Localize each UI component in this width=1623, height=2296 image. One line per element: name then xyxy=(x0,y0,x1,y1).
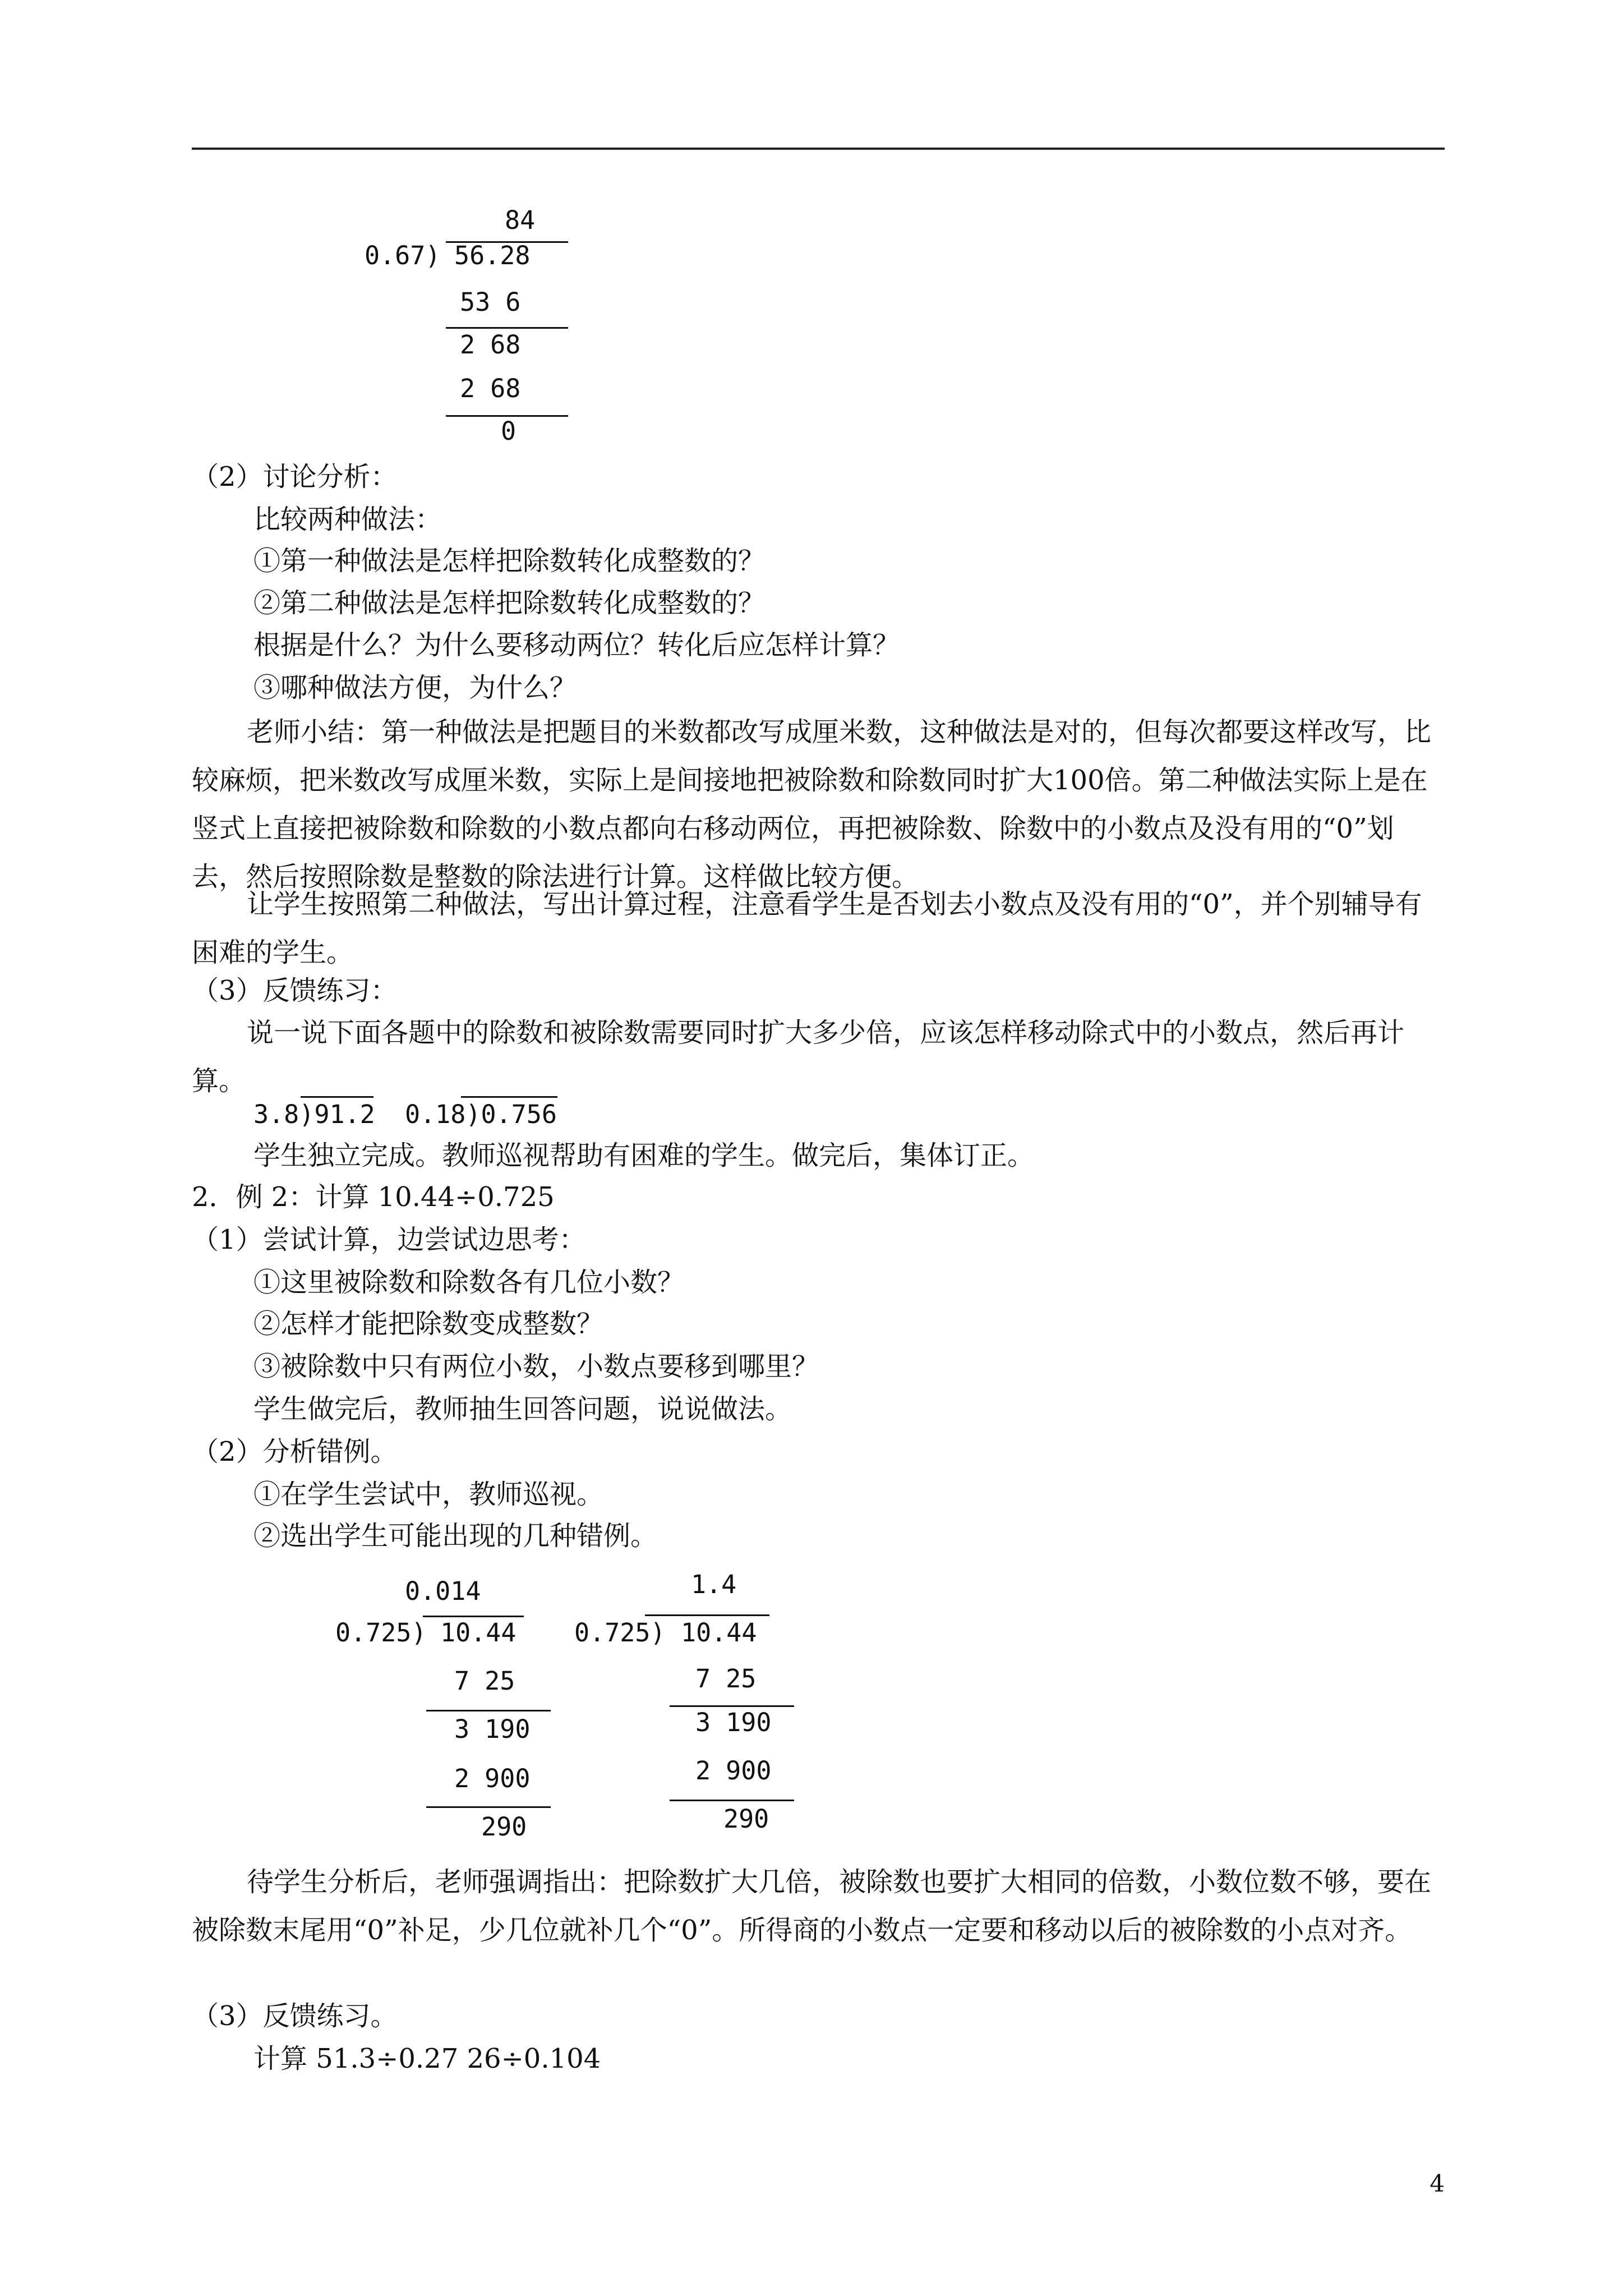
remainder: 290 xyxy=(481,1812,527,1842)
teacher-summary: 老师小结：第一种做法是把题目的米数都改写成厘米数，这种做法是对的，但每次都要这样改写，比较麻烦，把米数改写成厘米数，实际上是间接地把被除数和除数同时扩大100倍。第二种做法实际上是在竖式上直接把被除数和除数的小数点都向右移动两位，再把被除数、除数中的小数点及没有用的“0”划去，然后按照除数是整数的除法进行计算。这样做比较方便。 xyxy=(192,716,1432,892)
quotient: 1.4 xyxy=(691,1570,737,1599)
divisor: 0.67) xyxy=(365,241,441,270)
underline-1 xyxy=(446,327,568,329)
question-3: 根据是什么？为什么要移动两位？转化后应怎样计算？ xyxy=(253,629,900,661)
divisor: 0.725) xyxy=(574,1618,666,1648)
quotient: 0.014 xyxy=(405,1576,481,1606)
question-2: ②第二种做法是怎样把除数转化成整数的？ xyxy=(253,587,766,619)
header-rule xyxy=(192,148,1445,150)
text-line: 比较两种做法： xyxy=(253,504,442,535)
dividend: 10.44 xyxy=(681,1618,757,1648)
dividend: 10.44 xyxy=(440,1618,517,1648)
exercise-2: 0.18)0.756 xyxy=(405,1099,557,1129)
subtract-2: 2 900 xyxy=(454,1764,531,1793)
division-bar xyxy=(645,1614,769,1616)
calc-line: 计算 51.3÷0.27 26÷0.104 xyxy=(253,2043,601,2074)
section-heading: （2）讨论分析： xyxy=(192,461,398,493)
think-1: ①这里被除数和除数各有几位小数？ xyxy=(253,1267,685,1298)
think-2: ②怎样才能把除数变成整数？ xyxy=(253,1308,604,1340)
instruction-paragraph: 让学生按照第二种做法，写出计算过程，注意看学生是否划去小数点及没有用的“0”，并个别辅导有困难的学生。 xyxy=(192,889,1422,968)
subtract-2: 2 900 xyxy=(695,1756,772,1786)
subtract-1: 7 25 xyxy=(454,1666,515,1696)
section-heading: （1）尝试计算，边尝试边思考： xyxy=(192,1224,586,1255)
example-title: 2．例 2：计算 10.44÷0.725 xyxy=(192,1181,555,1213)
underline-2 xyxy=(426,1806,551,1808)
exercise-bar-2 xyxy=(461,1096,557,1098)
text-line: 学生独立完成。教师巡视帮助有困难的学生。做完后，集体订正。 xyxy=(253,1140,1035,1171)
section-heading: （3）反馈练习： xyxy=(192,975,398,1006)
quotient: 84 xyxy=(505,205,536,235)
remainder: 290 xyxy=(723,1804,769,1834)
conclusion-paragraph: 待学生分析后，老师强调指出：把除数扩大几倍，被除数也要扩大相同的倍数，小数位数不够，要在被除数末尾用“0”补足，少几位就补几个“0”。所得商的小数点一定要和移动以后的被除数的小点对齐。 xyxy=(192,1866,1432,1946)
think-3: ③被除数中只有两位小数，小数点要移到哪里？ xyxy=(253,1351,819,1382)
underline-2 xyxy=(670,1800,794,1801)
partial-1: 3 190 xyxy=(454,1714,531,1744)
subtract-1: 53 6 xyxy=(460,287,521,317)
underline-1 xyxy=(670,1705,794,1707)
subtract-1: 7 25 xyxy=(695,1664,757,1694)
exercise-bar-1 xyxy=(301,1096,374,1098)
subtract-2: 2 68 xyxy=(460,374,521,403)
partial-1: 3 190 xyxy=(695,1708,772,1737)
section-heading: （3）反馈练习。 xyxy=(192,2000,398,2032)
question-1: ①第一种做法是怎样把除数转化成整数的？ xyxy=(253,545,766,577)
text-line: 学生做完后，教师抽生回答问题，说说做法。 xyxy=(253,1393,792,1425)
exercise-1: 3.8)91.2 xyxy=(253,1099,375,1129)
division-bar xyxy=(423,1616,524,1617)
page-number: 4 xyxy=(1430,2170,1445,2197)
partial-1: 2 68 xyxy=(460,330,521,360)
divisor: 0.725) xyxy=(335,1618,427,1648)
prompt-paragraph: 说一说下面各题中的除数和被除数需要同时扩大多少倍，应该怎样移动除式中的小数点，然后再计算。 xyxy=(192,1017,1405,1097)
section-heading: （2）分析错例。 xyxy=(192,1436,398,1467)
remainder: 0 xyxy=(501,416,517,446)
text-line: ①在学生尝试中，教师巡视。 xyxy=(253,1479,604,1510)
question-4: ③哪种做法方便，为什么？ xyxy=(253,672,577,703)
text-line: ②选出学生可能出现的几种错例。 xyxy=(253,1520,658,1552)
dividend: 56.28 xyxy=(454,241,531,270)
underline-1 xyxy=(426,1710,551,1711)
